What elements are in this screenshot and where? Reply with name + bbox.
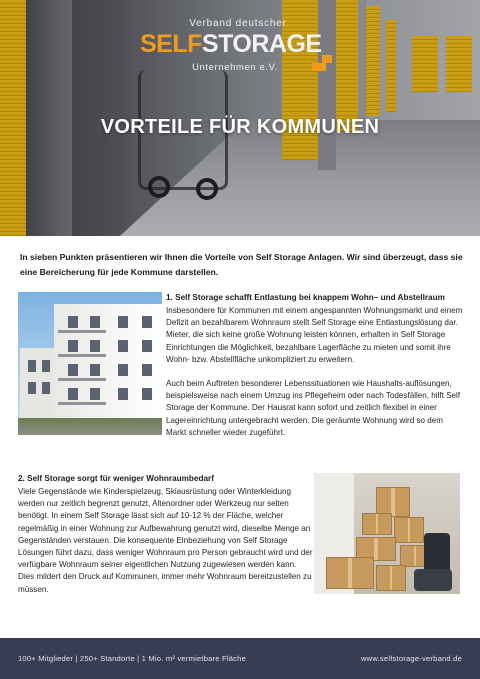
balcony — [58, 354, 106, 357]
window — [90, 364, 100, 376]
photo-ground — [18, 418, 162, 435]
section2-heading: 2. Self Storage sorgt für weniger Wohnraumbedarf — [18, 474, 214, 483]
cardboard-box — [394, 517, 424, 543]
section1-heading: 1. Self Storage schafft Entlastung bei knappem Wohn– und Abstellraum — [166, 293, 445, 302]
intro-text: In sieben Punkten präsentieren wir Ihnen die Vorteile von Self Storage Anlagen. Wir sind überzeugt, dass sie eine Bereicherung für jede Kommune darstellen. — [20, 252, 463, 277]
balcony — [58, 330, 106, 333]
section2-paragraph-1: Viele Gegenstände wie Kinderspielzeug, Skiausrüstung oder Winterkleidung werden nur zeitlich begrenzt genutzt, Altenordner oder Werkzeug nur selten benötigt. In einem Self Storage lässt sich auf 10-12 % der Fläche, welcher regelmäßig in einer Wohnung zur Aufbewahrung genutzt wird, dieselbe Menge an Gegenständen verstauen. Die konsequente Einbeziehung von Self Storage Lösungen führt dazu, dass weniger Wohnraum pro Person gebraucht wird und der verfügbare Wohnraum seiner eigentlichen Nutzung zugewiesen werden kann. Dies mildert den Druck auf Kommunen, immer mehr Wohnraum bereitzustellen zu müssen. — [18, 487, 313, 594]
footer-stats: 100+ Mitglieder | 250+ Standorte | 1 Mio. m² vermietbare Fläche — [18, 654, 247, 663]
window — [142, 364, 152, 376]
apartment-building-photo — [18, 292, 162, 435]
window — [68, 388, 78, 400]
window — [142, 316, 152, 328]
window — [68, 364, 78, 376]
logo-wordmark — [140, 30, 320, 59]
page-title: VORTEILE FÜR KOMMUNEN — [100, 116, 380, 138]
cardboard-box — [376, 565, 406, 591]
window — [28, 382, 36, 394]
balcony — [58, 402, 106, 405]
window — [28, 360, 36, 372]
footer-website-link[interactable]: www.selfstorage-verband.de — [360, 654, 462, 663]
window — [42, 382, 50, 394]
logo-self: SELF — [140, 30, 202, 58]
section1-paragraph-2: Auch beim Auftreten besonderer Lebenssituationen wie Haushalts-auflösungen, beispielsweise nach einem Umzug ins Pflegeheim oder nach Todesfällen, hilft Self Storage der Kommune. Der Hausrat kann sofort und zeitlich flexibel in einer Lagereinrichtung untergebracht werden. Die geräumte Wohnung wird so dem Markt schneller wieder zugeführt. — [166, 379, 461, 437]
window — [118, 388, 128, 400]
window — [118, 364, 128, 376]
window — [42, 360, 50, 372]
window — [142, 340, 152, 352]
balcony — [58, 378, 106, 381]
window — [90, 388, 100, 400]
building-small — [20, 348, 58, 422]
association-logo — [140, 18, 340, 80]
logo-sub-text: Unternehmen e.V. — [192, 62, 278, 73]
cardboard-box — [326, 557, 374, 589]
window — [68, 316, 78, 328]
window — [68, 340, 78, 352]
suitcase — [414, 569, 452, 591]
logo-mark-icon — [312, 55, 332, 71]
logo-storage: STORAGE — [201, 30, 322, 58]
window — [118, 316, 128, 328]
logo-top-text: Verband deutscher — [189, 18, 287, 29]
cardboard-box — [362, 513, 392, 535]
section1-paragraph-1: Insbesondere für Kommunen mit einem angespannten Wohnungsmarkt und einem Defizit an bezahlbarem Wohnraum stellt Self Storage eine Entlastungslösung dar. Mieter, die sich keine große Wohnung leisten können, erhalten in Self Storage Einrichtungen die Möglichkeit, bezahlbare Lagerfläche zu mieten und somit ihre Wohn- bzw. Abstellfläche unkompliziert zu erweitern. — [166, 306, 463, 364]
window — [90, 316, 100, 328]
window — [118, 340, 128, 352]
moving-boxes-photo — [314, 473, 460, 594]
hero-banner — [0, 0, 480, 236]
window — [90, 340, 100, 352]
footer-bar — [0, 638, 480, 679]
window — [142, 388, 152, 400]
